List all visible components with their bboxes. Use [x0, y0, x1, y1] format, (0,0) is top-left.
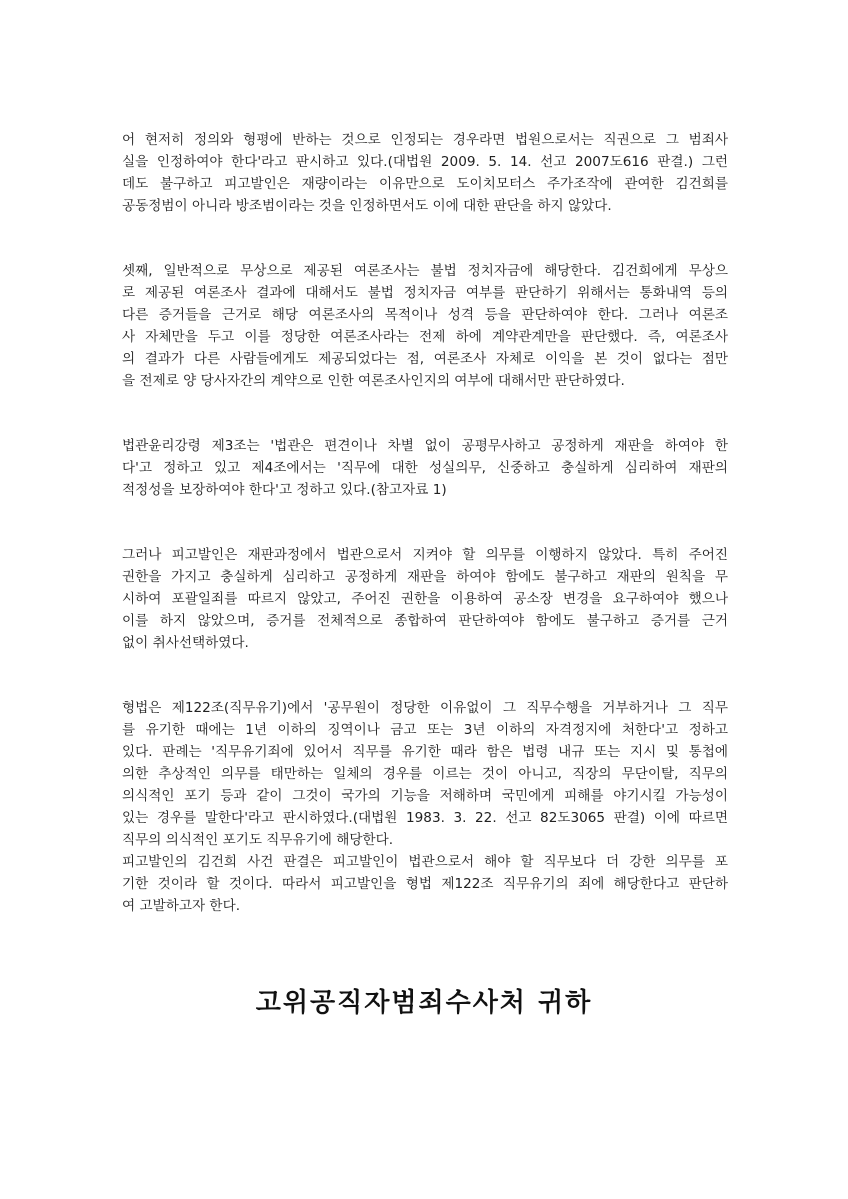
- paragraph-spacer: [122, 217, 728, 260]
- text-line: 어 현저히 정의와 형평에 반하는 것으로 인정되는 경우라면 법원으로서는 직권으로 그 범죄사: [122, 132, 728, 148]
- text-line: 그러나 피고발인은 재판과정에서 법관으로서 지켜야 할 의무를 이행하지 않았다. 특히 주어진: [122, 547, 728, 563]
- paragraph-3: [122, 435, 728, 501]
- closing-addressee: 고위공직자범죄수사처 귀하: [255, 988, 593, 1018]
- text-line: 있다. 판례는 '직무유기죄에 있어서 직무를 유기한 때라 함은 법령 내규 또는 지시 및 통첩에: [122, 744, 728, 760]
- text-line: 적정성을 보장하여야 한다'고 정하고 있다.(참고자료 1): [122, 482, 447, 498]
- paragraph-spacer: [122, 501, 728, 544]
- text-line: 의한 추상적인 의무를 태만하는 일체의 경우를 이르는 것이 아니고, 직장의 무단이탈, 직무의: [122, 766, 728, 782]
- text-line: 있는 경우를 말한다'라고 판시하였다.(대법원 1983. 3. 22. 선고 82도3065 판결) 이에 따르면: [122, 810, 728, 826]
- document-body: [122, 129, 728, 917]
- paragraph-spacer: [122, 392, 728, 435]
- paragraph-1: [122, 129, 728, 217]
- text-line: 없이 취사선택하였다.: [122, 635, 249, 651]
- paragraph-5: [122, 697, 728, 851]
- text-line: 권한을 가지고 충실하게 심리하고 공정하게 재판을 하여야 함에도 불구하고 재판의 원칙을 무: [122, 569, 728, 585]
- text-line: 로 제공된 여론조사 결과에 대해서도 불법 정치자금 여부를 판단하기 위해서는 통화내역 등의: [122, 285, 728, 301]
- text-line: 데도 불구하고 피고발인은 재량이라는 이유만으로 도이치모터스 주가조작에 관여한 김건희를: [122, 176, 728, 192]
- text-line: 의 결과가 다른 사람들에게도 제공되었다는 점, 여론조사 자체로 이익을 본 것이 없다는 점만: [122, 351, 728, 367]
- text-line: 시하여 포괄일죄를 따르지 않았고, 주어진 권한을 이용하여 공소장 변경을 요구하여야 했으나: [122, 591, 728, 607]
- text-line: 법관윤리강령 제3조는 '법관은 편견이나 차별 없이 공평무사하고 공정하게 재판을 하여야 한: [122, 438, 728, 454]
- text-line: 셋째, 일반적으로 무상으로 제공된 여론조사는 불법 정치자금에 해당한다. 김건희에게 무상으: [122, 263, 728, 279]
- text-line: 피고발인의 김건희 사건 판결은 피고발인이 법관으로서 해야 할 직무보다 더 강한 의무를 포: [122, 854, 728, 870]
- text-line: 사 자체만을 두고 이를 정당한 여론조사라는 전제 하에 계약관계만을 판단했다. 즉, 여론조사: [122, 329, 728, 345]
- text-line: 의식적인 포기 등과 같이 그것이 국가의 기능을 저해하며 국민에게 피해를 야기시킬 가능성이: [122, 788, 728, 804]
- text-line: 을 전제로 양 당사자간의 계약으로 인한 여론조사인지의 여부에 대해서만 판단하였다.: [122, 373, 625, 389]
- text-line: 다'고 정하고 있고 제4조에서는 '직무에 대한 성실의무, 신중하고 충실하게 심리하여 재판의: [122, 460, 728, 476]
- paragraph-4: [122, 544, 728, 654]
- text-line: 여 고발하고자 한다.: [122, 898, 241, 914]
- paragraph-6: [122, 851, 728, 917]
- text-line: 이를 하지 않았으며, 증거를 전체적으로 종합하여 판단하여야 함에도 불구하고 증거를 근거: [122, 613, 728, 629]
- text-line: 기한 것이라 할 것이다. 따라서 피고발인을 형법 제122조 직무유기의 죄에 해당한다고 판단하: [122, 876, 728, 892]
- paragraph-spacer: [122, 654, 728, 697]
- text-line: 공동정범이 아니라 방조범이라는 것을 인정하면서도 이에 대한 판단을 하지 않았다.: [122, 198, 612, 214]
- text-line: 형법은 제122조(직무유기)에서 '공무원이 정당한 이유없이 그 직무수행을 거부하거나 그 직무: [122, 700, 728, 716]
- text-line: 실을 인정하여야 한다'라고 판시하고 있다.(대법원 2009. 5. 14. 선고 2007도616 판결.) 그런: [122, 154, 728, 170]
- text-line: 직무의 의식적인 포기도 직무유기에 해당한다.: [122, 832, 394, 848]
- text-line: 를 유기한 때에는 1년 이하의 징역이나 금고 또는 3년 이하의 자격정지에 처한다'고 정하고: [122, 722, 728, 738]
- text-line: 다른 증거들을 근거로 해당 여론조사의 목적이나 성격 등을 판단하여야 한다. 그러나 여론조: [122, 307, 728, 323]
- paragraph-2: [122, 260, 728, 392]
